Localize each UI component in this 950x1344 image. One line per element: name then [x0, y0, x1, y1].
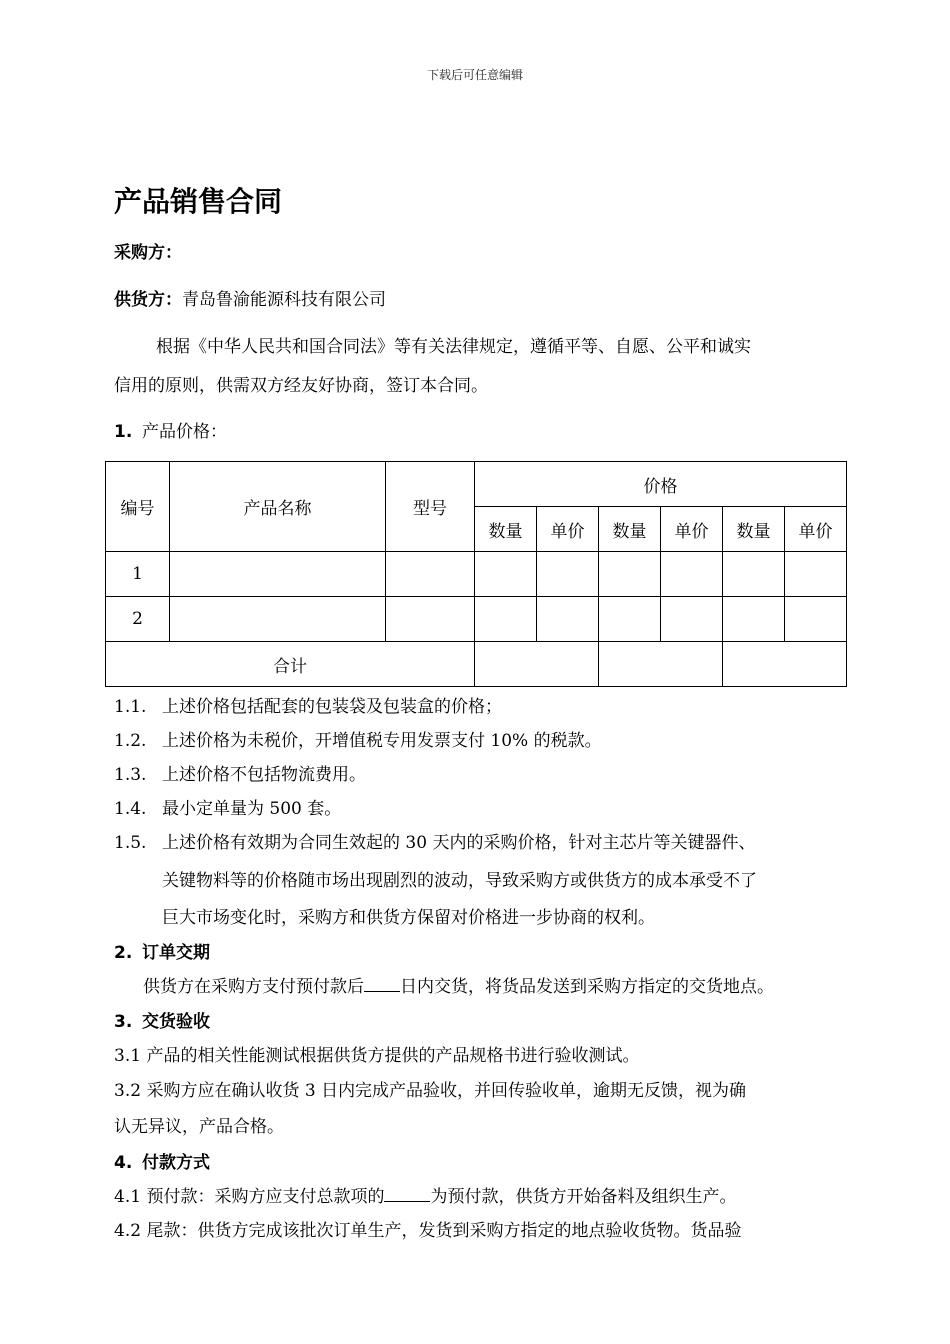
supplier-label: 供货方：	[114, 290, 182, 310]
row-no: 2	[106, 597, 170, 642]
clause-number: 1.3.	[114, 765, 147, 785]
prepay-text-after: 为预付款，供货方开始备料及组织生产。	[430, 1187, 737, 1207]
section-4-heading	[114, 1148, 210, 1173]
clause-1-2	[114, 726, 602, 751]
cell	[599, 552, 661, 597]
section-4-p1	[114, 1182, 736, 1207]
clause-number: 1.5.	[114, 833, 147, 853]
clause-number: 1.1.	[114, 697, 147, 717]
supplier-value: 青岛鲁渝能源科技有限公司	[182, 290, 386, 310]
supplier-line	[114, 285, 386, 310]
clause-1-1	[114, 692, 502, 717]
price-table	[105, 461, 847, 687]
header-unit-price: 单价	[785, 507, 847, 552]
section-2-text	[143, 972, 774, 997]
row-no: 1	[106, 552, 170, 597]
buyer-label: 采购方：	[114, 243, 182, 263]
cell	[723, 642, 847, 687]
clause-text: 上述价格有效期为合同生效起的 30 天内的采购价格，针对主芯片等关键器件、	[162, 833, 756, 853]
clause-text: 上述价格为未税价，开增值税专用发票支付 10% 的税款。	[162, 731, 602, 751]
cell	[170, 552, 386, 597]
prepay-text-before: 4.1 预付款：采购方应支付总款项的	[114, 1187, 385, 1207]
section-1-number: 1.	[114, 422, 133, 442]
clause-number: 1.2.	[114, 731, 147, 751]
cell	[386, 597, 475, 642]
cell	[599, 642, 723, 687]
section-3-heading	[114, 1007, 210, 1032]
clause-text: 最小定单量为 500 套。	[162, 799, 342, 819]
cell	[661, 597, 723, 642]
cell	[661, 552, 723, 597]
cell	[537, 552, 599, 597]
cell	[475, 597, 537, 642]
clause-1-4	[114, 794, 341, 819]
total-label: 合计	[106, 642, 475, 687]
intro-line-1: 根据《中华人民共和国合同法》等有关法律规定，遵循平等、自愿、公平和诚实	[156, 337, 751, 357]
header-unit-price: 单价	[537, 507, 599, 552]
clause-number: 1.4.	[114, 799, 147, 819]
clause-text: 上述价格包括配套的包装袋及包装盒的价格；	[162, 697, 502, 717]
header-model: 型号	[386, 462, 475, 552]
delivery-text-after: 日内交货，将货品发送到采购方指定的交货地点。	[400, 977, 774, 997]
header-unit-price: 单价	[661, 507, 723, 552]
cell	[475, 552, 537, 597]
section-1-title: 产品价格：	[142, 422, 227, 442]
clause-1-5-cont-2: 巨大市场变化时，采购方和供货方保留对价格进一步协商的权利。	[162, 908, 655, 928]
cell	[723, 597, 785, 642]
header-qty: 数量	[723, 507, 785, 552]
page-header: 下载后可任意编辑	[426, 68, 523, 82]
delivery-text-before: 供货方在采购方支付预付款后	[143, 977, 364, 997]
header-no: 编号	[106, 462, 170, 552]
delivery-days-blank	[364, 991, 400, 992]
clause-1-5-cont-1: 关键物料等的价格随市场出现剧烈的波动，导致采购方或供货方的成本承受不了	[162, 871, 757, 891]
cell	[170, 597, 386, 642]
cell	[785, 597, 847, 642]
clause-text: 上述价格不包括物流费用。	[162, 765, 366, 785]
table-row	[106, 597, 847, 642]
section-2-title: 订单交期	[142, 943, 210, 963]
prepay-ratio-blank	[384, 1201, 430, 1202]
header-product-name: 产品名称	[170, 462, 386, 552]
clause-1-3	[114, 760, 366, 785]
section-3-p2-line-1: 3.2 采购方应在确认收货 3 日内完成产品验收，并回传验收单，逾期无反馈，视为确	[114, 1081, 747, 1101]
document-title: 产品销售合同	[114, 185, 283, 218]
cell	[723, 552, 785, 597]
intro-line-2: 信用的原则，供需双方经友好协商，签订本合同。	[114, 376, 488, 396]
section-3-p2-line-2: 认无异议，产品合格。	[114, 1117, 284, 1137]
total-row	[106, 642, 847, 687]
clause-1-5	[114, 828, 755, 853]
header-qty: 数量	[599, 507, 661, 552]
cell	[599, 597, 661, 642]
section-3-p1: 3.1 产品的相关性能测试根据供货方提供的产品规格书进行验收测试。	[114, 1046, 640, 1066]
section-4-title: 付款方式	[142, 1153, 210, 1173]
section-2-heading	[114, 938, 210, 963]
cell	[537, 597, 599, 642]
table-row	[106, 552, 847, 597]
header-price: 价格	[475, 462, 847, 507]
header-qty: 数量	[475, 507, 537, 552]
section-4-number: 4.	[114, 1153, 133, 1173]
section-1-heading	[114, 417, 227, 442]
section-3-title: 交货验收	[142, 1012, 210, 1032]
buyer-line	[114, 238, 182, 263]
section-2-number: 2.	[114, 943, 133, 963]
cell	[785, 552, 847, 597]
section-3-number: 3.	[114, 1012, 133, 1032]
section-4-p2: 4.2 尾款：供货方完成该批次订单生产，发货到采购方指定的地点验收货物。货品验	[114, 1221, 742, 1241]
cell	[386, 552, 475, 597]
cell	[475, 642, 599, 687]
